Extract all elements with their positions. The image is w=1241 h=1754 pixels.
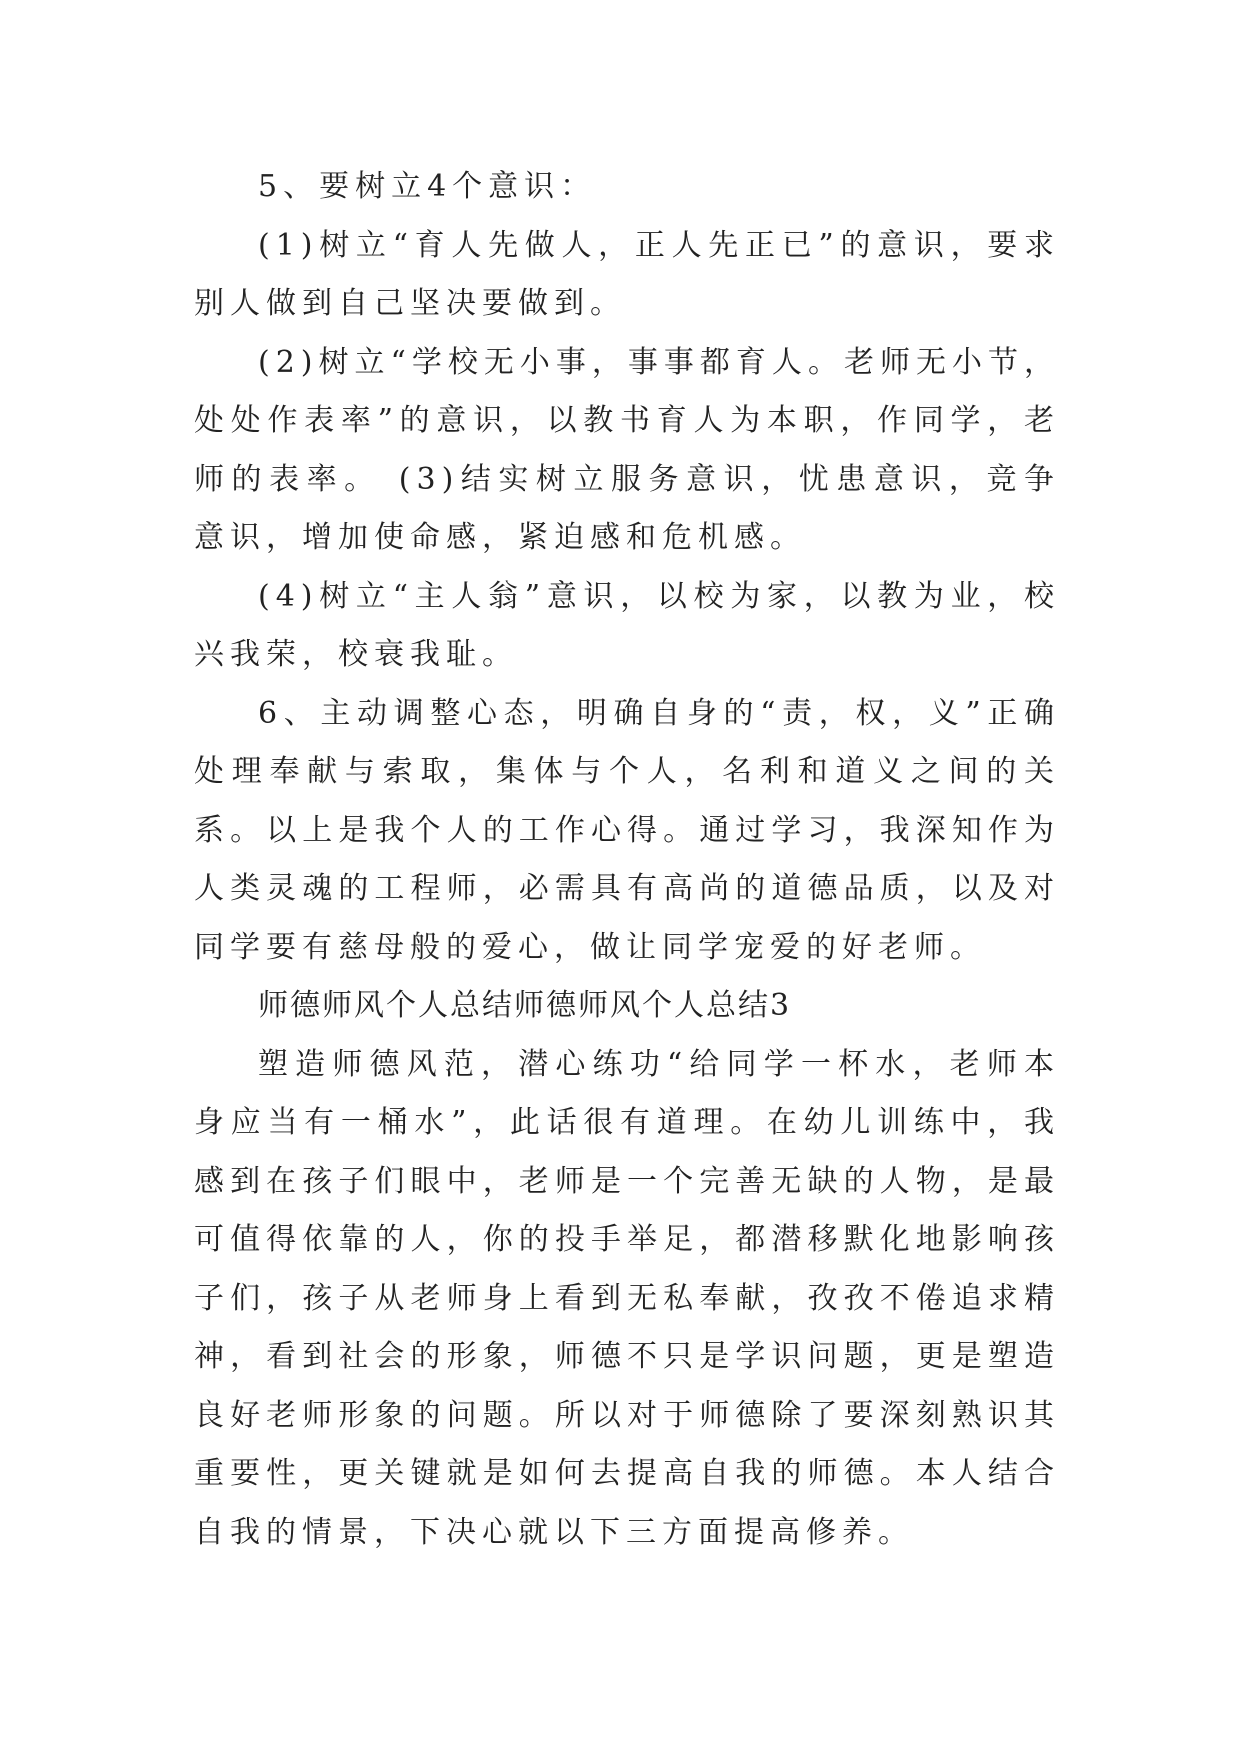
paragraph-awareness-4: (4)树立“主人翁”意识，以校为家，以教为业，校兴我荣，校衰我耻。 bbox=[194, 578, 1060, 672]
paragraph-awareness-1: (1)树立“育人先做人，正人先正已”的意识，要求别人做到自己坚决要做到。 bbox=[194, 227, 1060, 321]
paragraph-shape-teacher-ethics: 塑造师德风范，潜心练功“给同学一杯水，老师本身应当有一桶水”，此话很有道理。在幼儿训练中，我感到在孩子们眼中，老师是一个完善无缺的人物，是最可值得依靠的人，你的投手举足，都潜移默化地影响孩子们，孩子从老师身上看到无私奉献，孜孜不倦追求精神，看到社会的形象，师德不只是学识问题，更是塑造良好老师形象的问题。所以对于师德除了要深刻熟识其重要性，更关键就是如何去提高自我的师德。本人结合自我的情景，下决心就以下三方面提高修养。 bbox=[194, 1046, 1060, 1550]
paragraph-awareness-2-3: (2)树立“学校无小事，事事都育人。老师无小节，处处作表率”的意识，以教书育人为本职，作同学，老师的表率。 (3)结实树立服务意识，忧患意识，竞争意识，增加使命感，紧迫感和危机感。 bbox=[194, 344, 1060, 555]
paragraph-awareness-heading: 5、要树立4个意识： bbox=[258, 169, 597, 204]
document-body bbox=[194, 158, 1060, 1562]
paragraph-adjust-mindset: 6、主动调整心态，明确自身的“责，权，义”正确处理奉献与索取，集体与个人，名利和道义之间的关系。以上是我个人的工作心得。通过学习，我深知作为人类灵魂的工程师，必需具有高尚的道德品质，以及对同学要有慈母般的爱心，做让同学宠爱的好老师。 bbox=[194, 695, 1060, 965]
section-heading-summary-3: 师德师风个人总结师德师风个人总结3 bbox=[258, 988, 792, 1023]
